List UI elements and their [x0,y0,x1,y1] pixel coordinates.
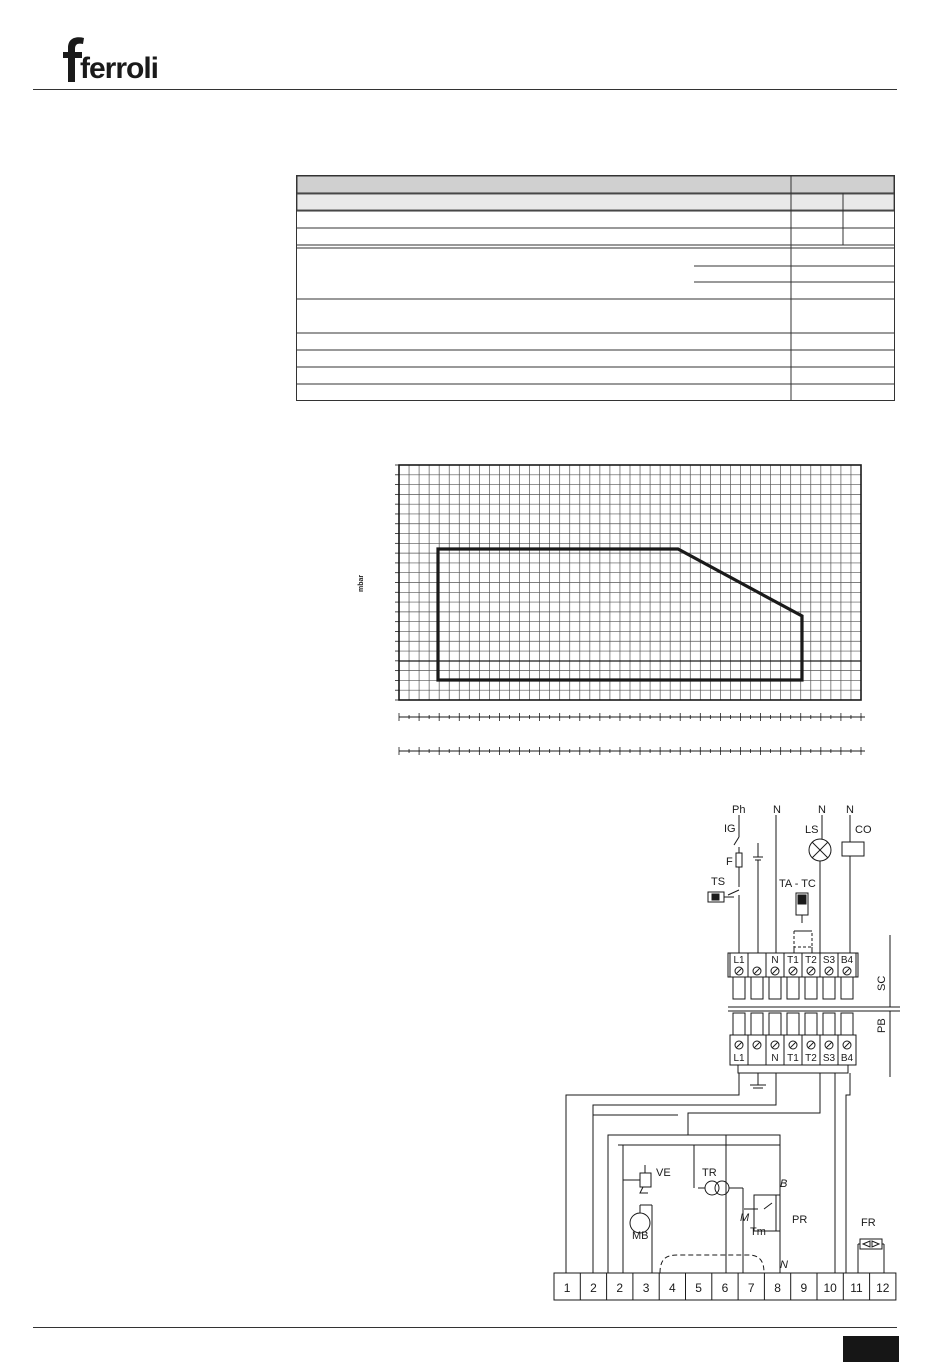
label-ig: IG [724,823,736,835]
upper-terminal-label: T2 [805,955,817,966]
label-f: F [726,856,733,868]
lower-terminal-label: L1 [733,1053,745,1064]
strip-terminal-label: 9 [800,1281,808,1295]
strip-terminal-label: 2 [616,1281,624,1295]
label-m: M [740,1212,750,1224]
upper-plug-pin [769,977,781,999]
terminal-screw-slot [790,968,796,974]
strip-terminal-label: 1 [563,1281,571,1295]
upper-plug-pin [841,977,853,999]
upper-terminal [748,953,766,977]
lower-plug-pin [733,1013,745,1035]
lower-terminal [748,1035,766,1065]
upper-plug-pin [733,977,745,999]
label-ls: LS [805,824,819,836]
operating-range-chart [352,455,872,770]
specification-table [296,175,895,401]
label-sc: SC [876,975,888,991]
strip-terminal-label: 11 [850,1281,863,1295]
upper-terminal-label: B4 [840,955,854,966]
label-n1: N [773,804,781,816]
upper-plug-pin [805,977,817,999]
strip-terminal-label: 6 [721,1281,729,1295]
terminal-screw-slot [772,968,778,974]
label-pr: PR [792,1214,808,1226]
label-tm: Tm [750,1226,766,1238]
lower-plug-pin [769,1013,781,1035]
table-header-row [297,176,894,193]
label-pb: PB [876,1018,888,1033]
upper-terminal-label: L1 [733,955,745,966]
upper-plug-pin [787,977,799,999]
lower-plug-pin [841,1013,853,1035]
lower-terminal-label: T1 [787,1053,799,1064]
label-n2: N [818,804,826,816]
label-tatc: TA - TC [779,878,816,890]
terminal-screw-slot [754,1042,760,1048]
label-tr: TR [702,1167,717,1179]
upper-terminal-label: T1 [787,955,799,966]
label-fr: FR [861,1217,876,1229]
lower-terminal-label: S3 [822,1053,836,1064]
terminal-screw-slot [736,1042,742,1048]
upper-plug-pin [823,977,835,999]
table-subheader-row [297,194,894,210]
label-n3: N [846,804,854,816]
upper-terminal-label: S3 [822,955,836,966]
strip-terminal-label: 10 [823,1281,837,1295]
page-tab-marker [843,1336,899,1362]
lower-terminal-label: B4 [840,1053,854,1064]
lower-terminal-label: N [771,1053,779,1064]
terminal-screw-slot [808,968,814,974]
strip-terminal-label: 7 [747,1281,755,1295]
label-ve: VE [656,1167,671,1179]
strip-terminal-label: 8 [774,1281,781,1295]
chart-grid [399,465,861,700]
terminal-screw-slot [826,968,832,974]
label-mb: MB [632,1230,649,1242]
terminal-screw-slot [790,1042,796,1048]
header-rule [33,89,897,90]
terminal-screw-slot [754,968,760,974]
terminal-screw-slot [808,1042,814,1048]
lower-plug-pin [823,1013,835,1035]
main-terminal-strip [554,1273,896,1300]
hour-counter-co [842,842,864,856]
lower-plug-pin [751,1013,763,1035]
label-b: B [780,1178,788,1190]
lower-terminal-label: T2 [805,1053,817,1064]
label-ts: TS [711,876,726,888]
terminal-screw-slot [844,968,850,974]
terminal-screw-slot [736,968,742,974]
ferroli-logo [54,34,164,86]
strip-terminal-label: 5 [695,1281,702,1295]
label-ph: Ph [732,804,746,816]
gas-valve-ve [640,1173,651,1187]
strip-terminal-label: 4 [669,1281,676,1295]
strip-terminal-label: 12 [876,1281,890,1295]
chart-ylabel: mbar [358,574,365,592]
brand-wordmark: ferroli [80,52,159,85]
terminal-screw-slot [826,1042,832,1048]
strip-terminal-label: 2 [590,1281,597,1295]
label-nb: N [780,1259,788,1271]
label-co: CO [855,824,872,836]
lower-board-base [738,1065,848,1073]
terminal-screw-slot [844,1042,850,1048]
upper-terminal-label: N [771,955,779,966]
terminal-screw-slot [772,1042,778,1048]
lower-terminal-board [730,1013,856,1073]
lower-plug-pin [787,1013,799,1035]
fuse-f [736,853,742,867]
footer-rule [33,1327,897,1328]
strip-terminal-label: 3 [642,1281,650,1295]
lower-plug-pin [805,1013,817,1035]
upper-plug-pin [751,977,763,999]
upper-terminal-board [728,953,858,999]
wiring-diagram [548,795,900,1305]
